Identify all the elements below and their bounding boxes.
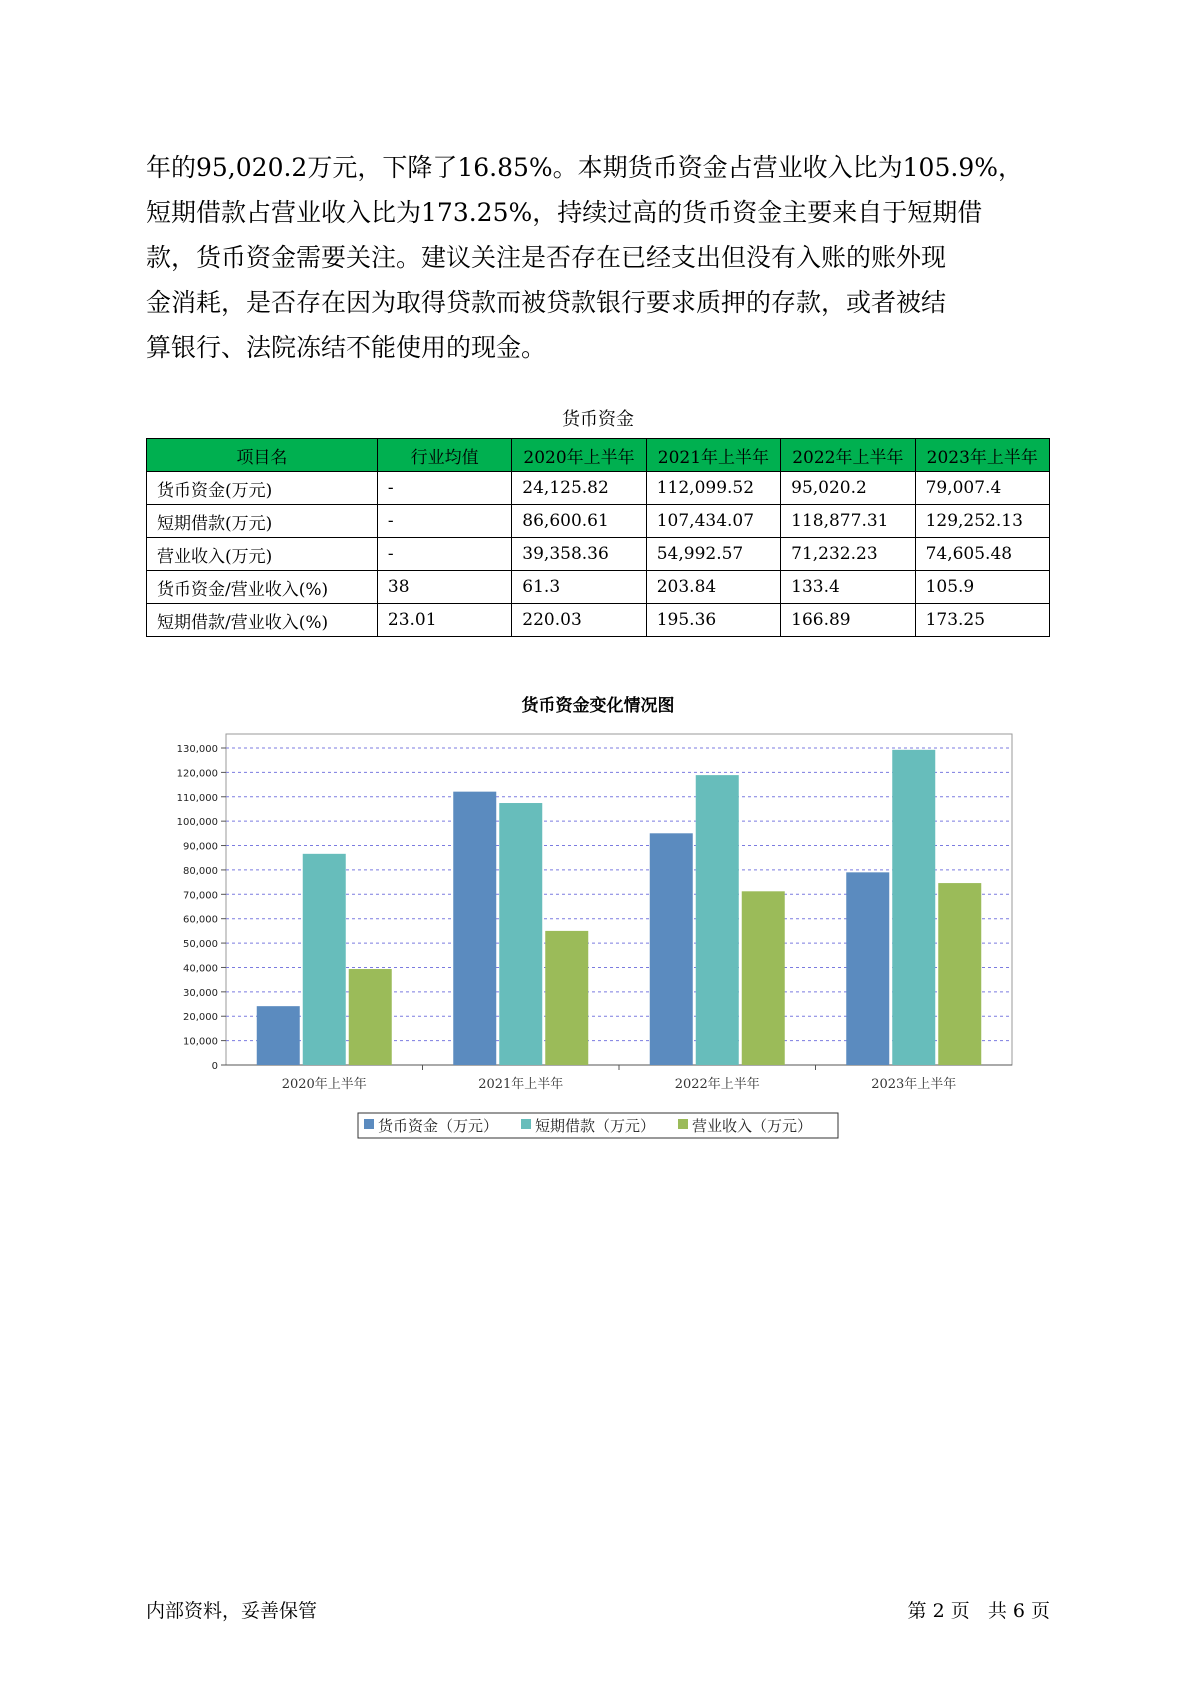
bar: [349, 969, 392, 1065]
table-header-cell: 2022年上半年: [781, 439, 915, 472]
paragraph-line: 算银行、法院冻结不能使用的现金。: [146, 333, 547, 362]
table-cell: 220.03: [512, 604, 646, 637]
legend-label: 营业收入（万元）: [692, 1117, 813, 1135]
table-cell: 74,605.48: [915, 538, 1049, 571]
footer-page-info: [908, 1596, 1050, 1623]
x-tick-label: 2021年上半年: [478, 1077, 564, 1092]
bar: [453, 792, 496, 1065]
table-cell: 短期借款(万元): [147, 505, 378, 538]
table-cell: 166.89: [781, 604, 915, 637]
table-cell: 112,099.52: [646, 472, 780, 505]
table-cell: 203.84: [646, 571, 780, 604]
legend-swatch: [364, 1119, 374, 1129]
x-tick-label: 2022年上半年: [674, 1077, 760, 1092]
table-cell: -: [377, 538, 511, 571]
table-header-cell: 项目名: [147, 439, 378, 472]
page-total: 共 6 页: [987, 1600, 1050, 1622]
table-caption: 货币资金: [562, 409, 634, 430]
y-tick-label: 110,000: [176, 792, 218, 804]
legend-label: 短期借款（万元）: [535, 1117, 656, 1135]
bar: [892, 750, 935, 1065]
paragraph-line: 短期借款占营业收入比为173.25%，持续过高的货币资金主要来自于短期借: [146, 198, 983, 227]
footer-confidential: 内部资料，妥善保管: [146, 1600, 318, 1622]
y-tick-label: 10,000: [183, 1036, 218, 1048]
paragraph-line: 金消耗，是否存在因为取得贷款而被贷款银行要求质押的存款，或者被结: [146, 288, 947, 317]
table-header-cell: 2021年上半年: [646, 439, 780, 472]
table-cell: 71,232.23: [781, 538, 915, 571]
table-cell: 38: [377, 571, 511, 604]
bar: [650, 833, 693, 1065]
paragraph-line: 年的95,020.2万元，下降了16.85%。本期货币资金占营业收入比为105.9%，: [146, 153, 1023, 182]
table-header-cell: 2023年上半年: [915, 439, 1049, 472]
bar: [742, 891, 785, 1065]
table-cell: -: [377, 505, 511, 538]
table-header-cell: 行业均值: [377, 439, 511, 472]
y-tick-label: 90,000: [183, 841, 218, 853]
table-cell: 23.01: [377, 604, 511, 637]
bar: [499, 803, 542, 1065]
table-cell: 195.36: [646, 604, 780, 637]
table-cell: 107,434.07: [646, 505, 780, 538]
y-tick-label: 130,000: [176, 744, 218, 755]
table-cell: 39,358.36: [512, 538, 646, 571]
y-tick-label: 80,000: [183, 865, 218, 877]
y-tick-label: 60,000: [183, 914, 218, 926]
bar: [938, 883, 981, 1065]
table-cell: 105.9: [915, 571, 1049, 604]
chart-title: 货币资金变化情况图: [521, 696, 675, 716]
bar: [303, 854, 346, 1065]
y-tick-label: 0: [211, 1061, 218, 1072]
table-cell: 短期借款/营业收入(%): [147, 604, 378, 637]
y-tick-label: 100,000: [176, 817, 218, 829]
y-tick-label: 70,000: [183, 890, 218, 902]
bar: [545, 931, 588, 1065]
y-tick-label: 50,000: [183, 939, 218, 951]
y-tick-label: 20,000: [183, 1012, 218, 1024]
table-cell: 129,252.13: [915, 505, 1049, 538]
table-cell: 24,125.82: [512, 472, 646, 505]
table-header-cell: 2020年上半年: [512, 439, 646, 472]
y-tick-label: 30,000: [183, 987, 218, 999]
paragraph-line: 款，货币资金需要关注。建议关注是否存在已经支出但没有入账的账外现: [146, 243, 947, 272]
x-tick-label: 2023年上半年: [871, 1077, 957, 1092]
table-cell: 货币资金(万元): [147, 472, 378, 505]
legend-label: 货币资金（万元）: [378, 1117, 499, 1135]
table-cell: 86,600.61: [512, 505, 646, 538]
bar: [257, 1006, 300, 1065]
table-cell: 95,020.2: [781, 472, 915, 505]
bar: [846, 872, 889, 1065]
table-cell: 营业收入(万元): [147, 538, 378, 571]
table-cell: -: [377, 472, 511, 505]
table-cell: 133.4: [781, 571, 915, 604]
table-cell: 54,992.57: [646, 538, 780, 571]
y-tick-label: 120,000: [176, 768, 218, 780]
y-tick-label: 40,000: [183, 963, 218, 975]
bar: [696, 775, 739, 1065]
table-cell: 货币资金/营业收入(%): [147, 571, 378, 604]
table-cell: 173.25: [915, 604, 1049, 637]
table-cell: 61.3: [512, 571, 646, 604]
legend-swatch: [678, 1119, 688, 1129]
table-cell: 79,007.4: [915, 472, 1049, 505]
page-number: 第 2 页: [907, 1600, 970, 1622]
table-cell: 118,877.31: [781, 505, 915, 538]
x-tick-label: 2020年上半年: [281, 1077, 367, 1092]
legend-swatch: [521, 1119, 531, 1129]
